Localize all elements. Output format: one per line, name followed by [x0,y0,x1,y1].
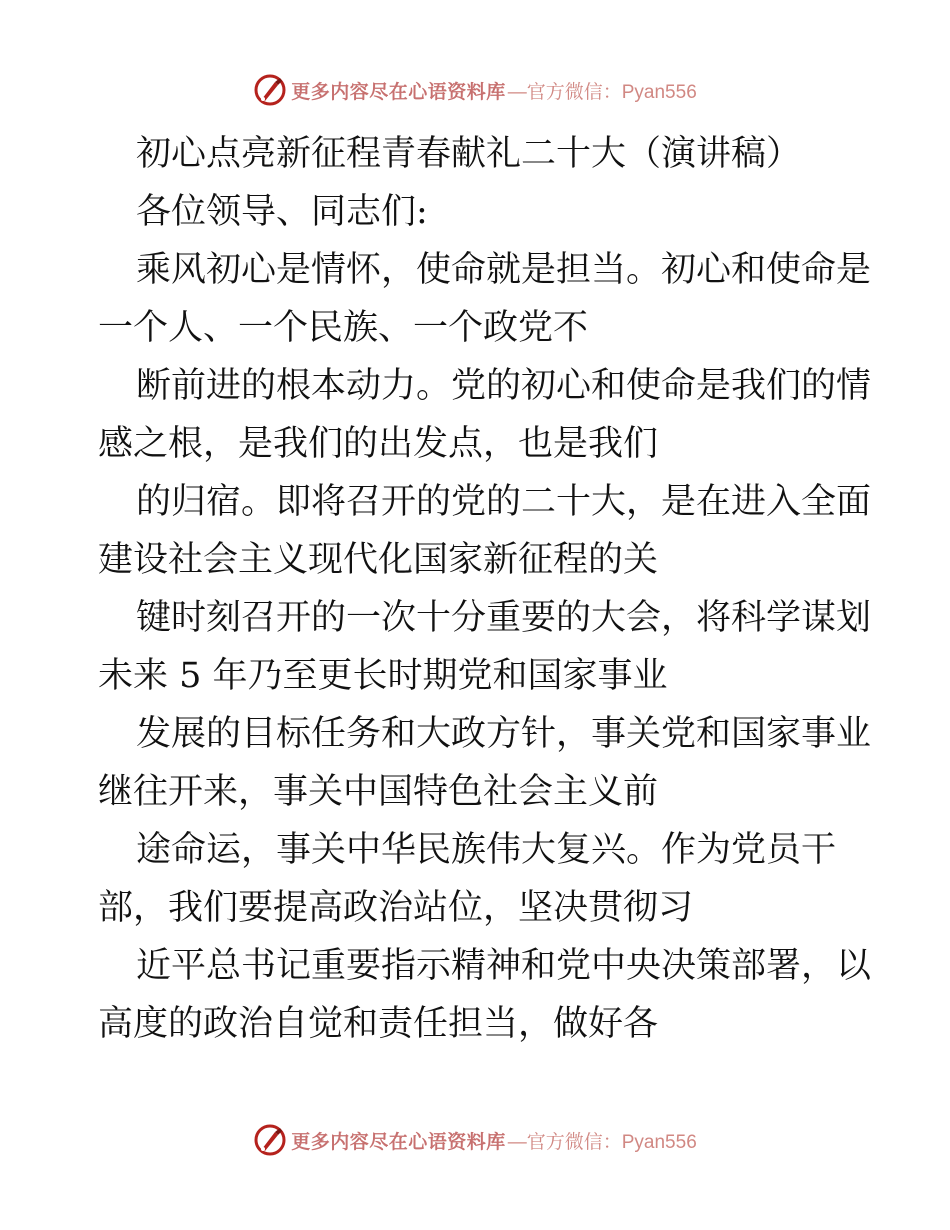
header-watermark-text: 更多内容尽在心语资料库 [291,80,506,103]
paragraph-line: 高度的政治自觉和责任担当，做好各 [98,1004,659,1044]
header-watermark-banner [0,72,950,108]
paragraph-line: 的归宿。即将召开的党的二十大，是在进入全面 [136,482,872,522]
footer-watermark-banner [0,1122,950,1158]
paragraph-line: 乘风初心是情怀，使命就是担当。初心和使命是 [136,250,872,290]
paragraph-line: 发展的目标任务和大政方针，事关党和国家事业 [136,714,872,754]
paragraph-line: 键时刻召开的一次十分重要的大会，将科学谋划 [136,598,872,638]
paragraph-line: 途命运，事关中华民族伟大复兴。作为党员干 [136,830,837,870]
salutation: 各位领导、同志们: [136,192,428,232]
paragraph-line: 继往开来，事关中国特色社会主义前 [98,772,659,812]
paragraph-line: 未来 5 年乃至更长时期党和国家事业 [98,656,668,696]
header-watermark-contact: —官方微信：Pyan556 [507,81,697,103]
quill-pen-logo-icon [253,73,287,107]
document-body [98,125,872,1053]
paragraph-line: 近平总书记重要指示精神和党中央决策部署，以 [136,946,872,986]
paragraph-line: 断前进的根本动力。党的初心和使命是我们的情 [136,366,872,406]
document-title: 初心点亮新征程青春献礼二十大（演讲稿） [136,134,802,174]
paragraph-line: 建设社会主义现代化国家新征程的关 [98,540,659,580]
paragraph-line: 部，我们要提高政治站位，坚决贯彻习 [98,888,694,928]
paragraph-line: 一个人、一个民族、一个政党不 [98,308,589,348]
quill-pen-logo-icon [253,1123,287,1157]
paragraph-line: 感之根，是我们的出发点，也是我们 [98,424,659,464]
footer-watermark-contact: —官方微信：Pyan556 [507,1131,697,1153]
footer-watermark-text: 更多内容尽在心语资料库 [291,1130,506,1153]
